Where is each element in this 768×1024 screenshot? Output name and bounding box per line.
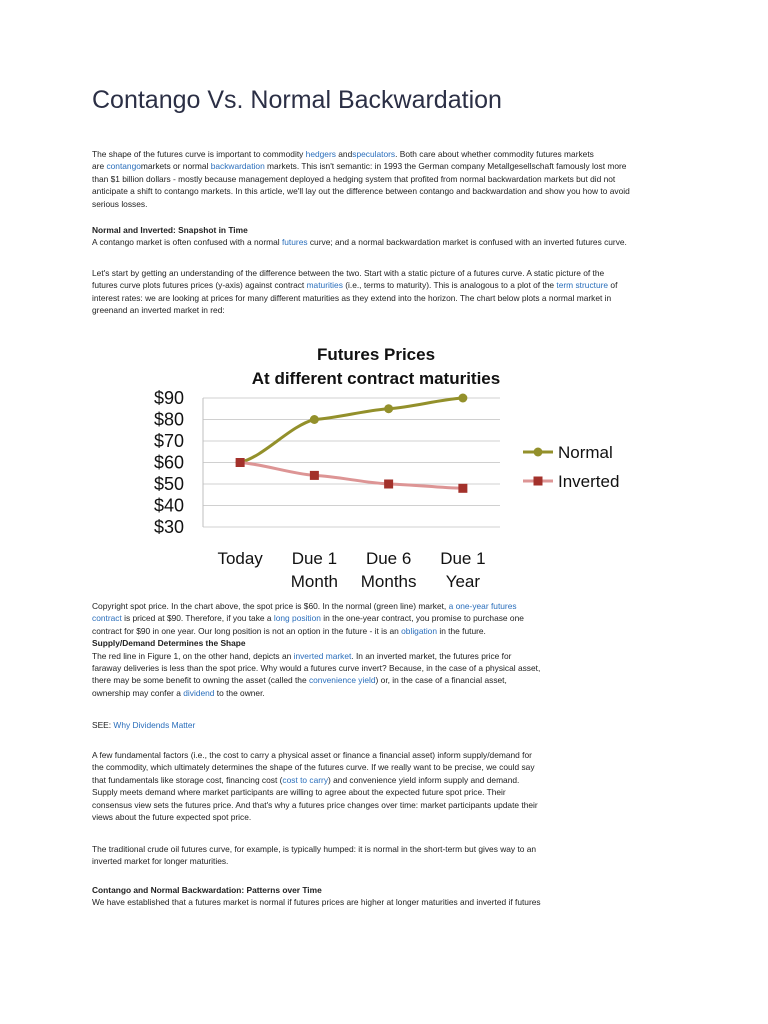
text-line xyxy=(92,761,632,773)
series-line-normal xyxy=(240,398,463,463)
text-line xyxy=(92,687,632,699)
text-line xyxy=(92,774,632,786)
crude-oil-paragraph xyxy=(92,843,632,868)
text-line xyxy=(92,799,632,811)
text-line xyxy=(92,674,632,686)
text-line xyxy=(92,843,632,855)
point-normal xyxy=(384,404,393,413)
text-run: faraway deliveries is less than the spot price. Why would a futures curve invert? Because, in the case of a physical asset, xyxy=(92,663,541,674)
text-line xyxy=(92,236,632,248)
point-inverted xyxy=(384,480,393,489)
section-heading: Contango and Normal Backwardation: Patterns over Time xyxy=(92,885,322,895)
text-line xyxy=(92,612,632,624)
text-line xyxy=(92,650,632,662)
section-heading: Supply/Demand Determines the Shape xyxy=(92,638,246,649)
text-line xyxy=(92,160,632,172)
text-line xyxy=(92,224,632,236)
text-run: Supply meets demand where market participants are willing to agree about the expected future spot price. Their xyxy=(92,787,506,798)
text-run: markets or normal xyxy=(140,161,211,172)
static-picture-paragraph xyxy=(92,267,632,317)
y-tick-label: $70 xyxy=(154,431,185,451)
point-inverted xyxy=(310,471,319,480)
text-run: consensus view sets the futures price. And that's why a futures price changes over time: market participants update their xyxy=(92,799,538,810)
inline-link[interactable]: cost to carry xyxy=(282,774,329,785)
inline-link[interactable]: speculators xyxy=(352,149,396,159)
text-run: We have established that a futures market is normal if futures prices are higher at longer maturities and inverted if futures xyxy=(92,897,541,908)
inline-link[interactable]: backwardation xyxy=(210,161,265,172)
inline-link[interactable]: futures xyxy=(281,237,308,248)
text-run: of xyxy=(608,280,618,291)
text-run: futures curve plots futures prices (y-axis) against contract xyxy=(92,280,307,291)
text-line xyxy=(92,304,632,316)
text-line xyxy=(92,749,632,761)
text-run: interest rates: we are looking at prices for many different maturities as they extend into the horizon. The chart below plots a normal market in xyxy=(92,292,612,303)
inline-link[interactable]: a one-year futures xyxy=(448,601,517,611)
legend-marker-normal xyxy=(534,448,543,457)
text-run: A few fundamental factors (i.e., the cost to carry a physical asset or finance a financial asset) inform supply/demand for xyxy=(92,750,532,760)
text-run: inverted market for longer maturities. xyxy=(92,856,229,867)
text-line xyxy=(92,198,632,210)
y-tick-label: $80 xyxy=(154,409,185,430)
text-line xyxy=(92,637,632,649)
text-run: ownership may confer a xyxy=(92,687,184,698)
inline-link[interactable]: contango xyxy=(106,161,141,172)
inline-link[interactable]: contract xyxy=(92,613,122,624)
fundamentals-paragraph xyxy=(92,749,632,823)
text-line xyxy=(92,185,632,197)
x-tick-label: Due 1 Month xyxy=(290,549,338,591)
text-line xyxy=(92,896,632,908)
text-run: anticipate a shift to contango markets. In this article, we'll lay out the difference between contango and backwardation and show you how to avoid xyxy=(92,186,630,197)
text-line xyxy=(92,600,632,612)
text-run: that fundamentals like storage cost, financing cost ( xyxy=(92,774,283,785)
text-run: The shape of the futures curve is important to commodity xyxy=(92,149,306,159)
text-line xyxy=(92,811,632,823)
section-heading: Normal and Inverted: Snapshot in Time xyxy=(92,225,248,235)
chart-title-line: At different contract maturities xyxy=(251,369,501,388)
text-line xyxy=(92,625,632,637)
y-tick-label: $50 xyxy=(154,474,185,494)
text-run: are xyxy=(92,161,107,172)
text-run: The traditional crude oil futures curve, for example, is typically humped: it is normal in the short-term but gives way to an xyxy=(92,844,537,854)
intro-paragraph xyxy=(92,148,632,210)
spot-price-paragraph xyxy=(92,600,632,699)
text-run: in the future. xyxy=(437,625,486,636)
inline-link[interactable]: convenience yield xyxy=(308,675,376,686)
point-normal xyxy=(458,394,467,403)
text-run: there may be some benefit to owning the asset (called the xyxy=(92,675,309,686)
text-run: than $1 billion dollars - mostly because management deployed a hedging system that profited from normal backwardation markets but did not xyxy=(92,173,616,184)
text-line xyxy=(92,148,632,160)
text-run: and xyxy=(335,149,353,159)
text-line xyxy=(92,279,632,291)
futures-prices-chart xyxy=(140,335,640,595)
text-line xyxy=(92,267,632,279)
inline-link[interactable]: obligation xyxy=(401,625,437,636)
text-run: Let's start by getting an understanding of the difference between the two. Start with a static picture of a futures curve. A static picture of the xyxy=(92,268,605,278)
text-run: views about the future expected spot price. xyxy=(92,812,252,823)
text-run: ) or, in the case of a financial asset, xyxy=(375,675,507,686)
text-run: . Both care about whether commodity futures markets xyxy=(395,149,594,159)
chart-title-line: Futures Prices xyxy=(316,345,436,364)
text-run: contract for $90 in one year. Our long position is not an option in the future - it is an xyxy=(92,625,402,636)
y-tick-label: $90 xyxy=(154,388,185,408)
y-tick-label: $60 xyxy=(154,452,185,473)
x-tick-label: Today xyxy=(217,549,263,568)
text-run: the commodity, which ultimately determines the shape of the futures curve. If we really want to be precise, we could say xyxy=(92,762,535,773)
text-run: (i.e., terms to maturity). This is analogous to a plot of the xyxy=(342,280,557,291)
text-line xyxy=(92,855,632,867)
see-also-line xyxy=(92,719,632,731)
text-run: SEE: xyxy=(92,720,114,730)
text-line xyxy=(92,292,632,304)
text-run: curve; and a normal backwardation market is confused with an inverted futures curve. xyxy=(307,237,627,248)
text-run: ) and convenience yield inform supply and demand. xyxy=(328,774,520,785)
text-run: is priced at $90. Therefore, if you take a xyxy=(121,613,274,624)
legend-label: Inverted xyxy=(558,472,620,491)
inline-link[interactable]: long position xyxy=(273,613,321,624)
point-inverted xyxy=(458,484,467,493)
inline-link[interactable]: maturities xyxy=(306,280,343,291)
legend-marker-inverted xyxy=(534,477,543,486)
text-run: The red line in Figure 1, on the other hand, depicts an xyxy=(92,650,294,661)
inline-link[interactable]: inverted market xyxy=(293,650,352,661)
legend-label: Normal xyxy=(558,443,613,462)
text-line xyxy=(92,173,632,185)
text-run: markets. This isn't semantic: in 1993 the German company Metallgesellschaft famously lost more xyxy=(264,161,627,172)
inline-link[interactable]: dividend xyxy=(183,687,215,698)
point-inverted xyxy=(236,458,245,467)
y-tick-label: $40 xyxy=(154,495,185,516)
text-run: . In an inverted market, the futures price for xyxy=(351,650,512,661)
snapshot-section xyxy=(92,224,632,249)
text-line xyxy=(92,719,632,731)
point-normal xyxy=(310,415,319,424)
y-tick-label: $30 xyxy=(154,517,185,537)
text-run: in the one-year contract, you promise to purchase one xyxy=(320,613,524,624)
text-run: to the owner. xyxy=(214,687,265,698)
page-title: Contango Vs. Normal Backwardation xyxy=(92,86,502,114)
inline-link[interactable]: term structure xyxy=(556,280,609,291)
x-tick-label: Due 1 Year xyxy=(440,549,486,591)
x-tick-label: Due 6 Months xyxy=(360,549,417,591)
text-line xyxy=(92,884,632,896)
text-run: Copyright spot price. In the chart above, the spot price is $60. In the normal (green line) market, xyxy=(92,601,449,611)
inline-link[interactable]: Why Dividends Matter xyxy=(113,720,196,730)
text-line xyxy=(92,662,632,674)
inline-link[interactable]: hedgers xyxy=(305,149,336,159)
text-run: greenand an inverted market in red: xyxy=(92,305,225,316)
patterns-section xyxy=(92,884,632,909)
text-line xyxy=(92,786,632,798)
text-run: serious losses. xyxy=(92,198,148,209)
text-run: A contango market is often confused with a normal xyxy=(92,237,282,248)
